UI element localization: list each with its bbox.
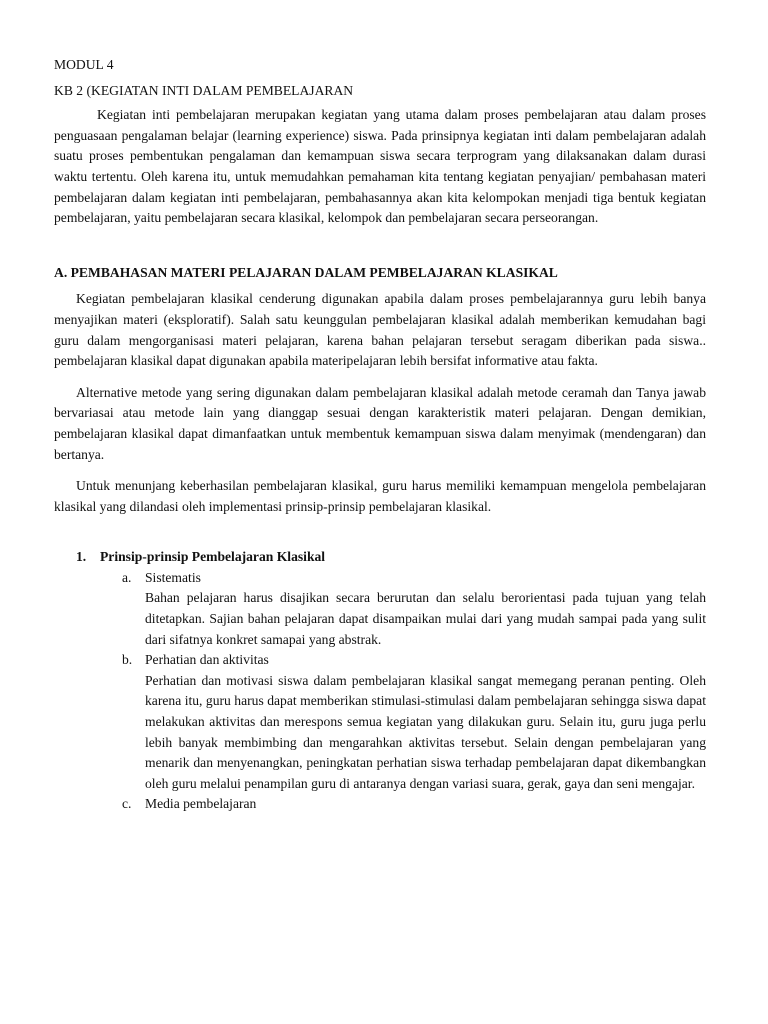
list-item-b-body: Perhatian dan motivasi siswa dalam pembelajaran klasikal sangat memegang peranan penting. Oleh karena itu, guru harus dapat memberikan stimulasi-stimulasi dalam pembelajaran sehingga siswa dapat melakukan aktivitas dan merespons semua kegiatan yang dilakukan guru. Selain itu, guru juga perlu lebih banyak membimbing dan mengarahkan aktivitas tersebut. Selain dengan pembelajaran yang menarik dan menyenangkan, peningkatan perhatian siswa terhadap pembelajaran dapat dikembangkan oleh guru melalui penampilan guru di antaranya dengan variasi suara, gerak, gaya dan seni mengajar. (145, 672, 706, 791)
list-item-c (122, 794, 706, 815)
list-title: Prinsip-prinsip Pembelajaran Klasikal (100, 549, 326, 565)
list-item-a (122, 568, 706, 589)
list-item-b (122, 650, 706, 671)
list-item-letter: b. (122, 652, 133, 668)
list-item-label: Sistematis (145, 569, 201, 585)
kb-heading: KB 2 (KEGIATAN INTI DALAM PEMBELAJARAN (54, 82, 354, 98)
section-a-paragraph-1: Kegiatan pembelajaran klasikal cenderung digunakan apabila dalam proses pembelajarannya guru lebih banya menyajikan materi (eksploratif). Salah satu keunggulan pembelajaran klasikal adalah memberikan kemudahan bagi guru dalam mengorganisasi materi pelajaran, karena bahan pelajaran tersebut seragam diberikan pada siswa.. pembelajaran klasikal dapat digunakan apabila materipelajaran lebih bersifat informative atau fakta. (54, 291, 706, 369)
intro-paragraph: Kegiatan inti pembelajaran merupakan kegiatan yang utama dalam proses pembelajaran atau dalam proses penguasaan pengalaman belajar (learning experience) siswa. Pada prinsipnya kegiatan inti dalam pembelajaran adalah suatu proses pembentukan pengalaman dan kemampuan siswa secara terprogram yang dilaksanakan dalam durasi waktu tertentu. Oleh karena itu, untuk memudahkan pemahaman kita tentang kegiatan penyajian/ pembahasan materi pembelajaran dalam kegiatan inti pembelajaran, pembahasannya akan kita kelompokan menjadi tiga bentuk kegiatan pembelajaran, yaitu pembelajaran secara klasikal, kelompok dan pembelajaran secara perseorangan. (54, 107, 706, 226)
module-heading: MODUL 4 (54, 57, 114, 72)
list-item-label: Media pembelajaran (145, 796, 257, 812)
list-item-letter: c. (122, 796, 132, 812)
section-a-paragraph-2: Alternative metode yang sering digunakan dalam pembelajaran klasikal adalah metode ceramah dan Tanya jawab bervariasai atau metode lain yang dianggap sesuai dengan karakteristik materi pelajaran. Dengan demikian, pembelajaran klasikal dapat dimanfaatkan untuk membentuk kemampuan siswa dalam menyimak (mendengaran) dan bertanya. (54, 384, 706, 462)
list-heading (54, 547, 706, 568)
list-item-letter: a. (122, 569, 132, 585)
list-item-label: Perhatian dan aktivitas (145, 652, 269, 668)
list-item-a-body: Bahan pelajaran harus disajikan secara berurutan dan selalu berorientasi pada tujuan yang telah ditetapkan. Sajian bahan pelajaran dapat disampaikan mulai dari yang mudah sampai pada yang sulit dari sifatnya konkret samapai yang abstrak. (145, 590, 706, 647)
section-a-paragraph-3: Untuk menunjang keberhasilan pembelajaran klasikal, guru harus memiliki kemampuan mengelola pembelajaran klasikal yang dilandasi oleh implementasi prinsip-prinsip pembelajaran klasikal. (54, 478, 706, 514)
list-number: 1. (76, 549, 87, 565)
section-a-title: A. PEMBAHASAN MATERI PELAJARAN DALAM PEMBELAJARAN KLASIKAL (54, 264, 558, 280)
